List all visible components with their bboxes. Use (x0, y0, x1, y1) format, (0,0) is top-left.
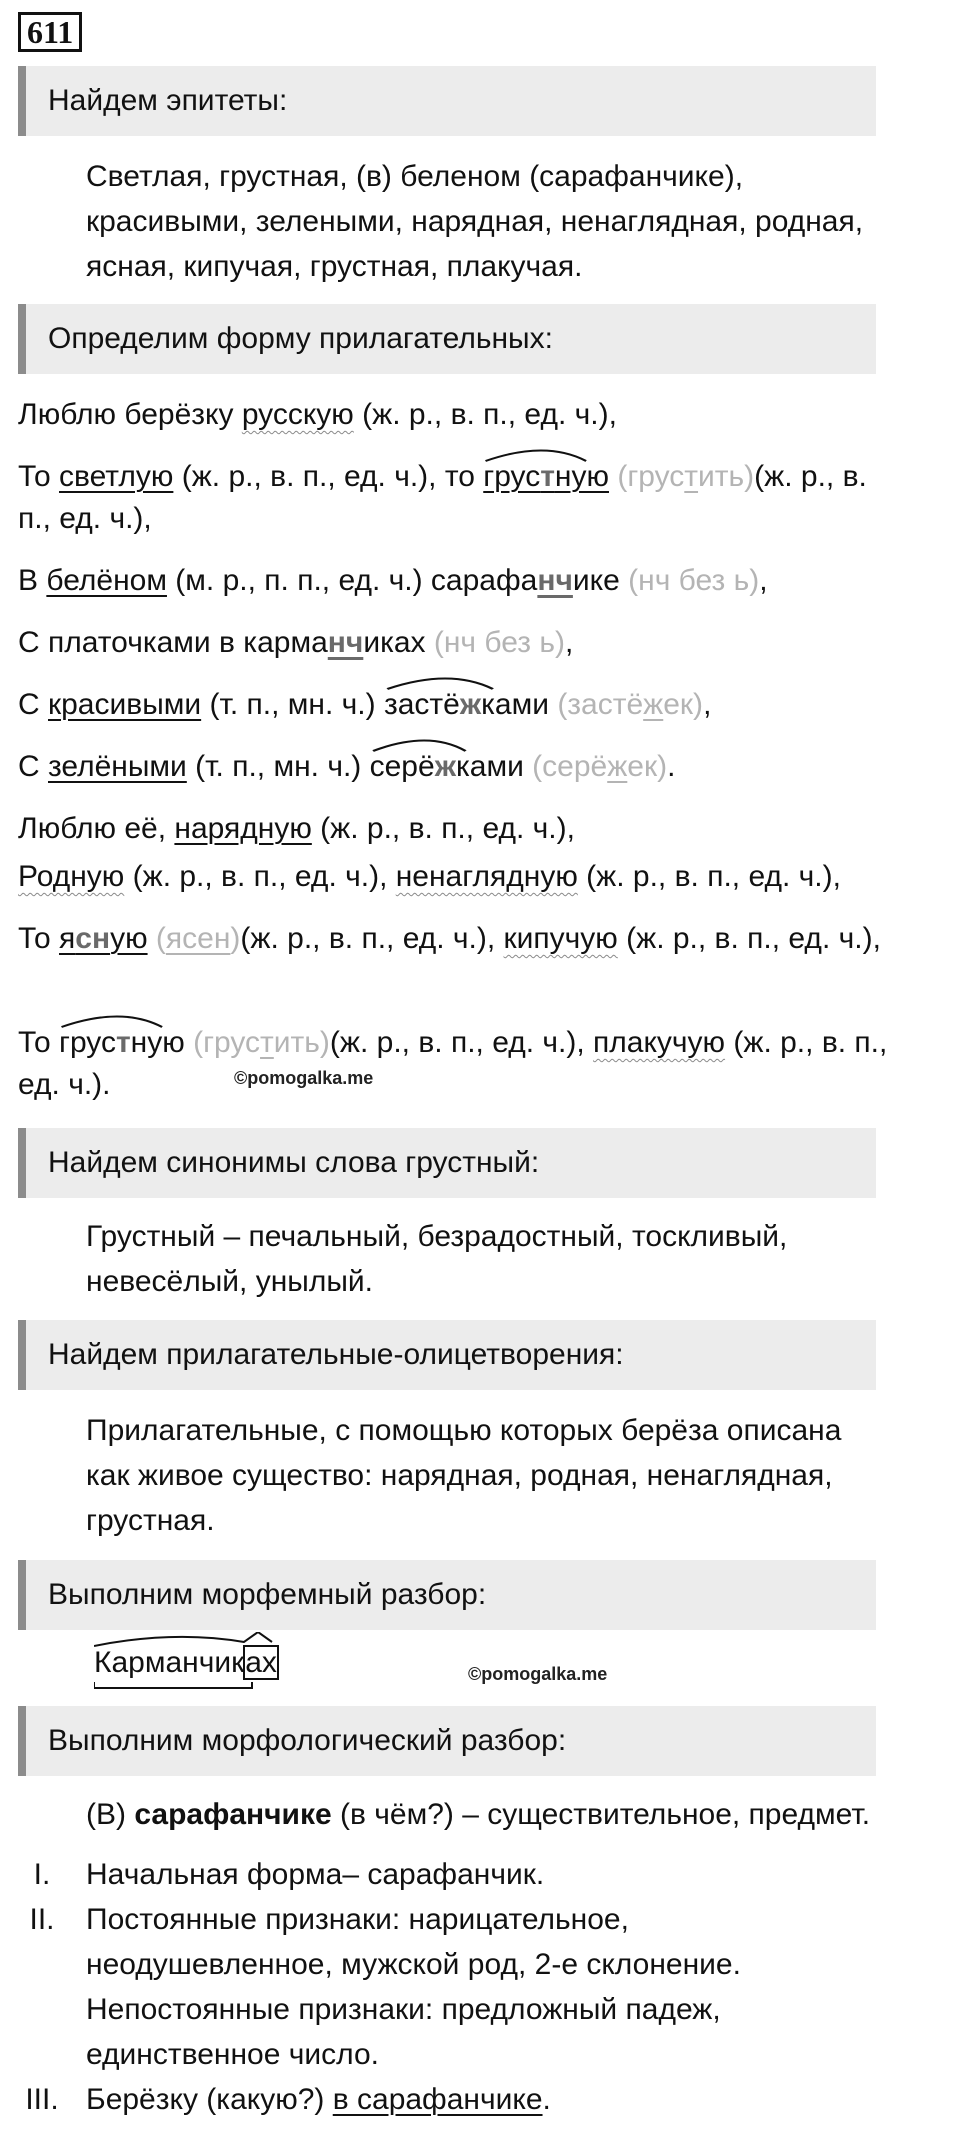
ending: ную (554, 460, 609, 493)
text: Люблю её, (18, 812, 175, 845)
highlight-letters: нч (327, 626, 364, 659)
adjective: плакучую (593, 1026, 726, 1059)
text: (т. п., мн. ч.) (186, 750, 370, 783)
morphology-intro (18, 1792, 878, 1837)
note: (нч без ь) (433, 626, 565, 659)
root-arc-icon (370, 736, 524, 752)
root: грус (59, 1026, 116, 1059)
root-arc-icon (384, 674, 549, 690)
text: . (667, 750, 676, 783)
text: я (59, 922, 76, 955)
form-line-6 (18, 746, 898, 788)
check-word (557, 688, 703, 721)
ending: ками (455, 750, 524, 783)
check-word-root: ясен (165, 922, 231, 955)
form-line-2 (18, 456, 898, 540)
check-word (617, 460, 754, 493)
adjective: зелёными (48, 750, 187, 783)
check-word (532, 750, 667, 783)
highlight-letter: т (115, 1026, 131, 1059)
list-item (18, 2077, 898, 2122)
section-header-synonyms: Найдем синонимы слова грустный: (18, 1128, 876, 1198)
text: (ж. р., в. п., ед. ч.), (18, 460, 867, 535)
text: , (564, 626, 574, 659)
text: (ж. р., в. п., ед. ч.), (353, 398, 617, 431)
adjective: красивыми (48, 688, 202, 721)
text: ек) (663, 688, 704, 721)
morpheme-analysis (94, 1640, 394, 1690)
text: (в чём?) – существительное, предмет. (331, 1798, 871, 1831)
root-arc-icon (59, 1012, 185, 1028)
synonyms-paragraph: Грустный – печальный, безрадостный, тоскливый, невесёлый, унылый. (86, 1220, 788, 1298)
text: Люблю берёзку (18, 398, 242, 431)
watermark: ©pomogalka.me (468, 1664, 608, 1684)
roman-numeral: II. (29, 1903, 55, 1936)
form-line-5 (18, 684, 898, 726)
item-text: . (542, 2083, 551, 2116)
check-letter: ж (607, 750, 628, 783)
adjective: русскую (241, 398, 354, 431)
adjective: светлую (59, 460, 174, 493)
item-text-underlined: в сарафанчике (332, 2083, 543, 2116)
text: ую (110, 922, 148, 955)
text: ек) (627, 750, 668, 783)
epithets-paragraph: Светлая, грустная, (в) беленом (сарафанчике), красивыми, зелеными, нарядная, ненаглядная, родная, ясная, кипучая, грустная, плакучая. (86, 160, 864, 283)
text: То (18, 1026, 60, 1059)
text: С (18, 750, 48, 783)
form-line-4 (18, 622, 898, 664)
text: (В) (86, 1798, 135, 1831)
section-header-forms: Определим форму прилагательных: (18, 304, 876, 374)
adjective: ненаглядную (395, 860, 578, 893)
text: ике (572, 564, 629, 597)
adjective-with-root-arc (59, 1022, 185, 1064)
text: (грус (617, 460, 685, 493)
check-letter: ж (643, 688, 664, 721)
text: (ж. р., в. п., ед. ч.), (329, 1026, 594, 1059)
watermark: ©pomogalka.me (234, 1068, 374, 1088)
noun-with-root-arc (370, 746, 524, 788)
form-line-3 (18, 560, 898, 602)
highlight-letters: нч (537, 564, 573, 597)
text: (ж. р., в. п., ед. ч.). (18, 1026, 888, 1101)
text: , (703, 688, 712, 721)
roman-numeral: III. (25, 2083, 59, 2116)
text: В (18, 564, 47, 597)
adjective: кипучую (503, 922, 618, 955)
form-line-8 (18, 856, 898, 898)
morpheme-marks-icon (94, 1632, 294, 1692)
root: серё (369, 750, 435, 783)
adjective (59, 922, 148, 955)
text: (ж. р., в. п., ед. ч.), то (173, 460, 484, 493)
section-header-epithets: Найдем эпитеты: (18, 66, 876, 136)
word-ending: ах (245, 1646, 277, 1679)
word-stem: Карманчик (94, 1646, 245, 1679)
highlight-letter: ж (434, 750, 456, 783)
text: С платочками в карма (18, 626, 328, 659)
root: грус (483, 460, 541, 493)
text: (т. п., мн. ч.) (201, 688, 384, 721)
adjective: Родную (18, 860, 125, 893)
highlight-letter: т (540, 460, 555, 493)
highlight-letters: сн (75, 922, 111, 955)
text: (застё (557, 688, 644, 721)
analyzed-word: сарафанчике (134, 1798, 332, 1831)
text: (грус (193, 1026, 261, 1059)
roman-numeral: I. (33, 1858, 51, 1891)
check-word (193, 1026, 330, 1059)
text: То (18, 922, 60, 955)
item-text: Постоянные признаки: нарицательное, неодушевленное, мужской род, 2-е склонение. Непостоянные признаки: предложный падеж, единственное число. (86, 1903, 741, 2071)
section-header-personification: Найдем прилагательные-олицетворения: (18, 1320, 876, 1390)
morphology-intro-line (18, 1792, 878, 1837)
morphology-list (18, 1852, 898, 2122)
adjective: белёном (46, 564, 167, 597)
list-item (18, 1852, 898, 1897)
adjective-with-root-arc (483, 456, 609, 498)
text: иках (363, 626, 434, 659)
list-item (18, 1897, 806, 2077)
form-line-1 (18, 394, 898, 436)
text: С (18, 688, 48, 721)
form-line-9 (18, 918, 898, 960)
section-header-morpheme: Выполним морфемный разбор: (18, 1560, 876, 1630)
section-header-morphology: Выполним морфологический разбор: (18, 1706, 876, 1776)
text: (серё (532, 750, 608, 783)
text: ить) (273, 1026, 330, 1059)
text: ) (230, 922, 241, 955)
synonyms-text (18, 1214, 878, 1304)
form-line-7 (18, 808, 898, 850)
check-letter: т (260, 1026, 274, 1059)
ending: ками (481, 688, 549, 721)
text: ( (155, 922, 166, 955)
text: (ж. р., в. п., ед. ч.), (240, 922, 504, 955)
check-letter: т (684, 460, 699, 493)
text: (ж. р., в. п., ед. ч.), (617, 922, 881, 955)
check-word (156, 922, 241, 955)
text: (ж. р., в. п., ед. ч.), (311, 812, 575, 845)
text: (ж. р., в. п., ед. ч.), (124, 860, 396, 893)
text: , (759, 564, 768, 597)
text: (ж. р., в. п., ед. ч.), (577, 860, 841, 893)
epithets-text (18, 154, 878, 289)
text: То (18, 460, 60, 493)
task-number: 611 (18, 12, 82, 52)
item-text: Начальная форма– сарафанчик. (86, 1858, 545, 1891)
ending: ную (130, 1026, 185, 1059)
highlight-letter: ж (459, 688, 482, 721)
root-arc-icon (483, 446, 609, 462)
adjective: нарядную (174, 812, 312, 845)
text: (м. р., п. п., ед. ч.) сарафа (166, 564, 538, 597)
noun-with-root-arc (384, 684, 549, 726)
personification-text (18, 1408, 878, 1543)
text: ить) (698, 460, 755, 493)
form-line-10 (18, 1022, 898, 1106)
root: застё (383, 688, 460, 721)
personification-paragraph: Прилагательные, с помощью которых берёза описана как живое существо: нарядная, родная, ненаглядная, грустная. (86, 1414, 842, 1537)
note: (нч без ь) (628, 564, 760, 597)
item-text: Берёзку (какую?) (86, 2083, 333, 2116)
